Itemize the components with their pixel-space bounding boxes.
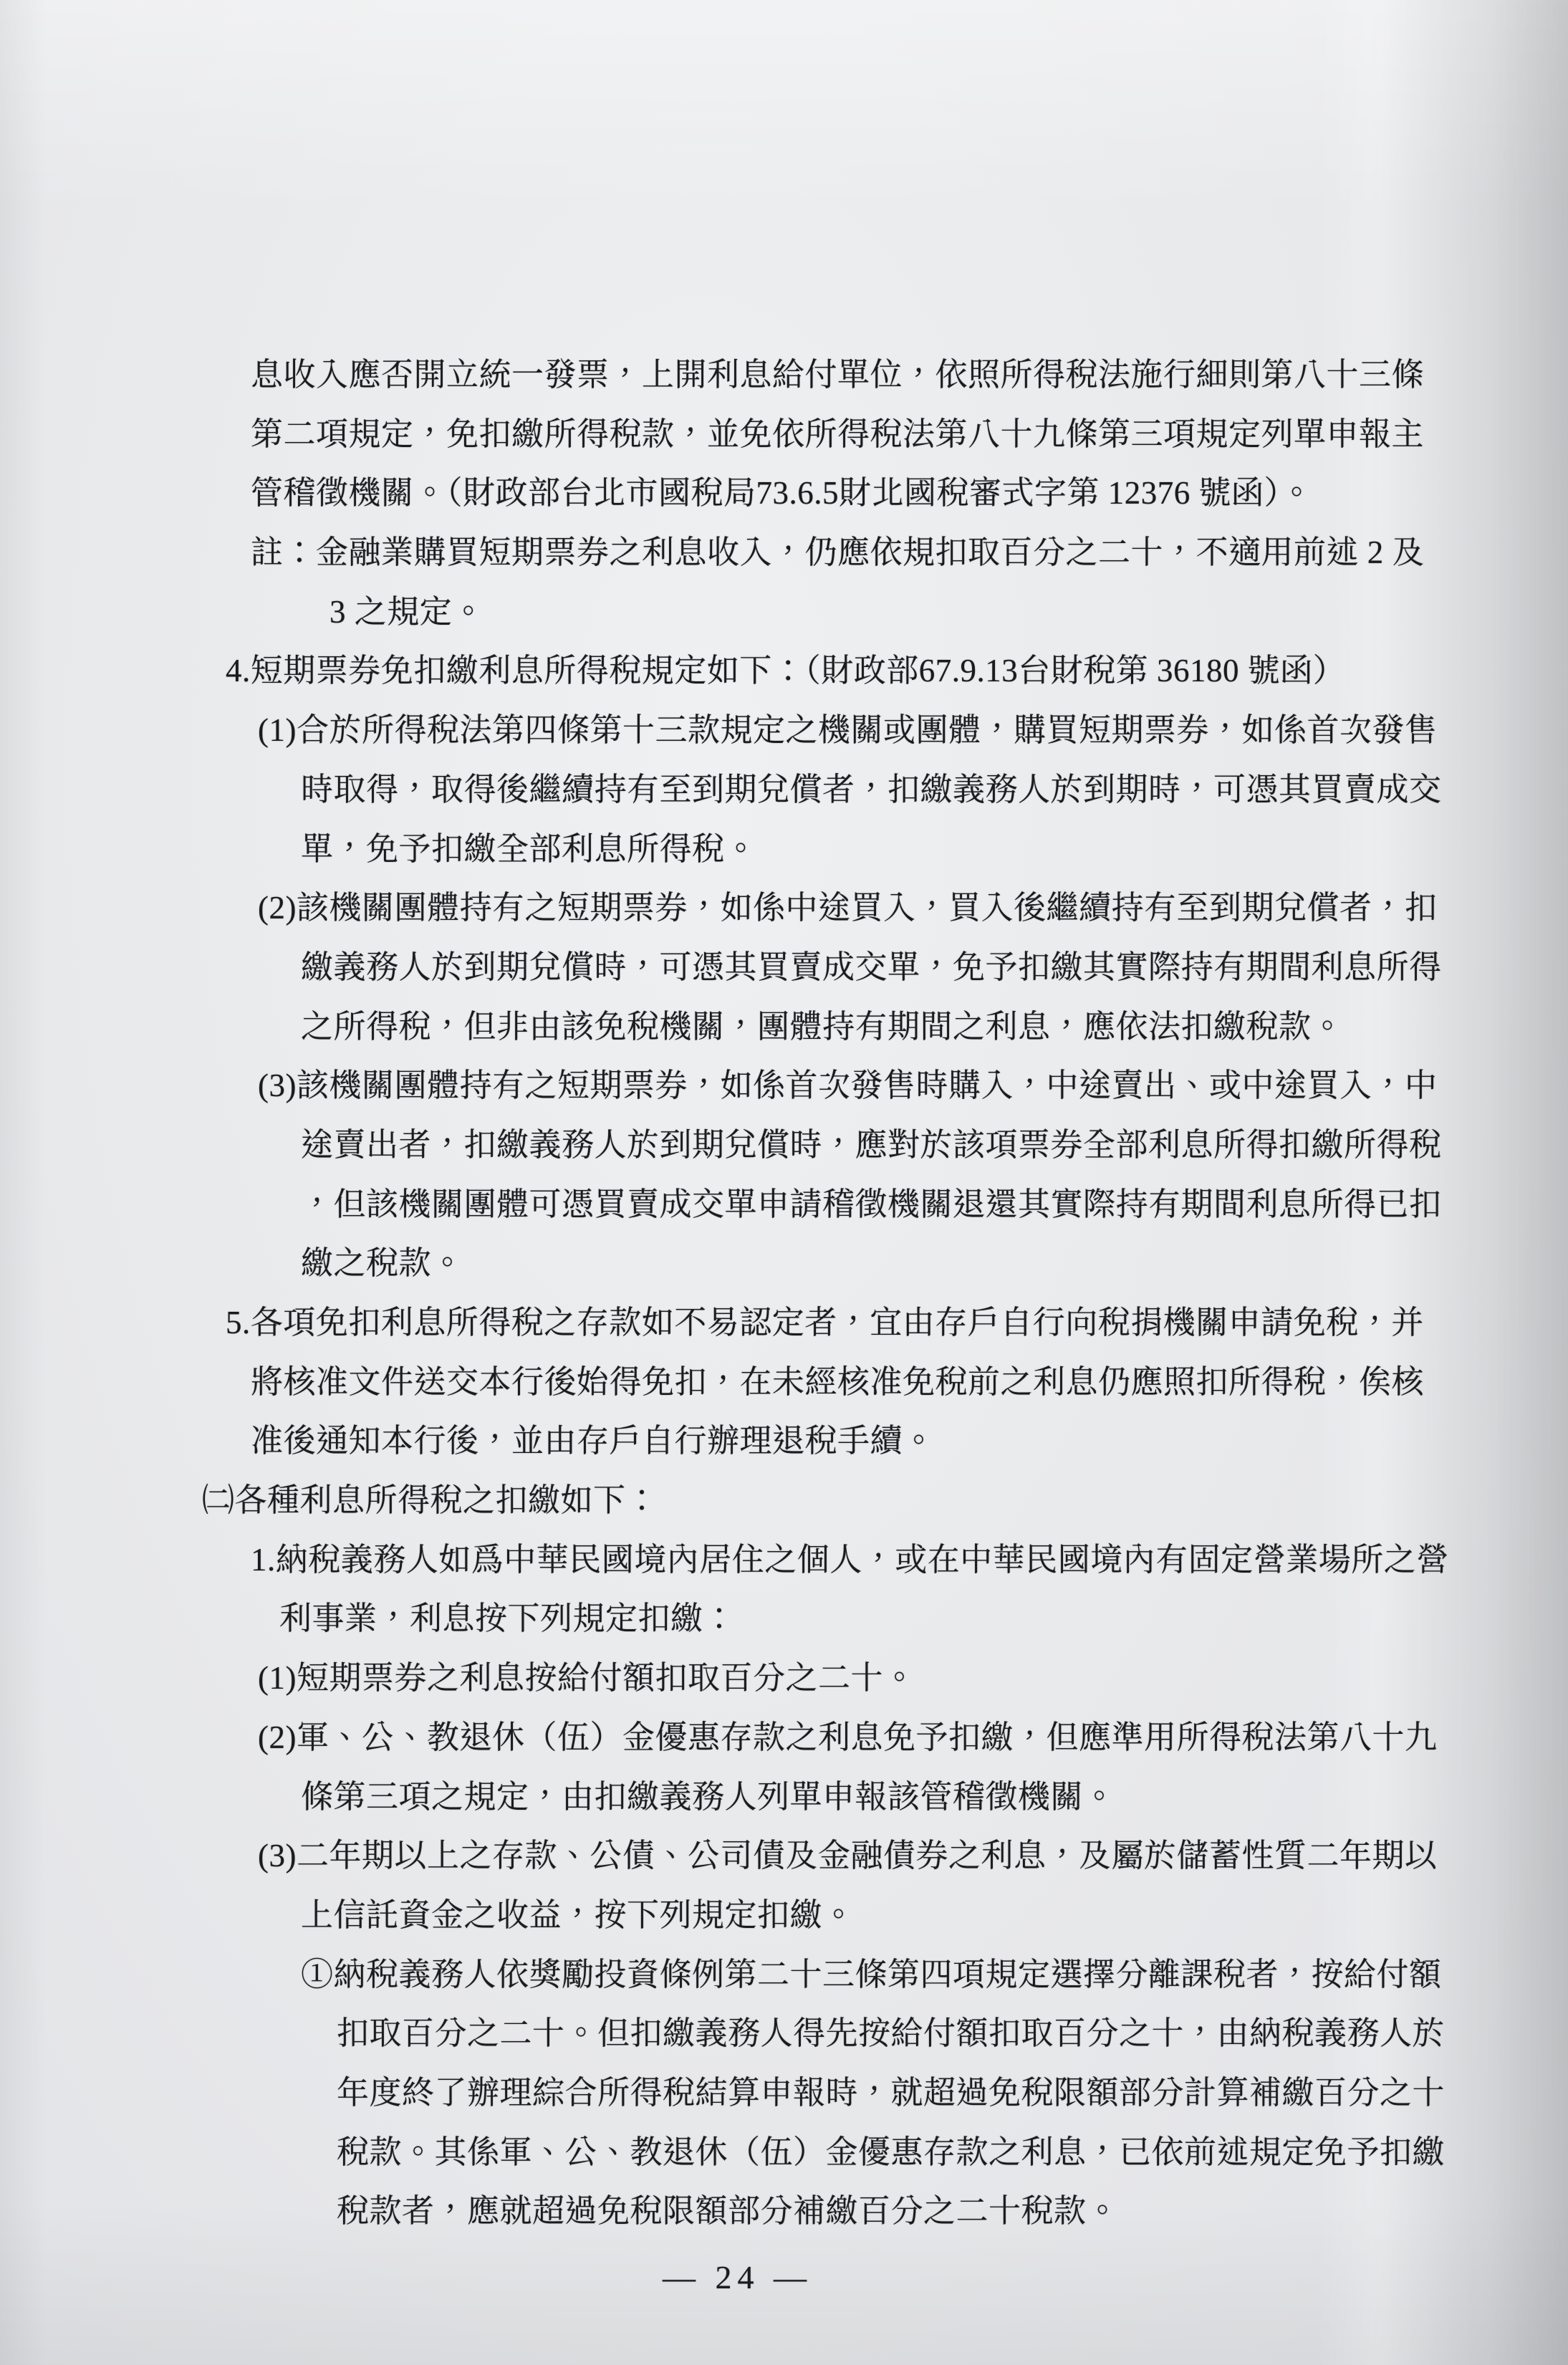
text-line: 5.各項免扣利息所得稅之存款如不易認定者，宜由存戶自行向稅捐機關申請免稅，并 <box>226 1305 1424 1340</box>
text-line: 4.短期票券免扣繳利息所得稅規定如下：（財政部67.9.13台財稅第 36180 號函） <box>226 653 1346 689</box>
text-line: 條第三項之規定，由扣繳義務人列單申報該管稽徵機關。 <box>301 1778 1116 1815</box>
text-line: (1)短期票券之利息按給付額扣取百分之二十。 <box>258 1660 916 1697</box>
text-line: 第二項規定，免扣繳所得稅款，並免依所得稅法第八十九條第三項規定列單申報主 <box>251 416 1425 452</box>
text-line: 繳之稅款。 <box>301 1245 464 1282</box>
text-line: 之所得稅，但非由該免稅機關，團體持有期間之利息，應依法扣繳稅款。 <box>301 1008 1345 1045</box>
document-body <box>0 345 1568 2241</box>
text-line: 管稽徵機關。（財政部台北市國稅局73.6.5財北國稅審式字第 12376 號函）。 <box>251 475 1314 512</box>
text-line: ①納稅義務人依獎勵投資條例第二十三條第四項規定選擇分離課稅者，按給付額 <box>301 1956 1442 1992</box>
text-line: 註：金融業購買短期票券之利息收入，仍應依規扣取百分之二十，不適用前述 2 及 <box>251 534 1425 571</box>
text-line: 單，免予扣繳全部利息所得稅。 <box>301 830 758 867</box>
text-line: 3 之規定。 <box>330 593 485 630</box>
text-line: 時取得，取得後繼續持有至到期兌償者，扣繳義務人於到期時，可憑其買賣成交 <box>301 771 1442 807</box>
text-line: 上信託資金之收益，按下列規定扣繳。 <box>301 1896 855 1933</box>
text-line: (1)合於所得稅法第四條第十三款規定之機關或團體，購買短期票券，如係首次發售 <box>258 712 1438 749</box>
text-line: 1.納稅義務人如爲中華民國境內居住之個人，或在中華民國境內有固定營業場所之營 <box>251 1541 1449 1578</box>
text-line: 繳義務人於到期兌償時，可憑其買賣成交單，免予扣繳其實際持有期間利息所得 <box>301 949 1442 985</box>
text-line: 途賣出者，扣繳義務人於到期兌償時，應對於該項票券全部利息所得扣繳所得稅 <box>301 1126 1442 1163</box>
text-line: 將核准文件送交本行後始得免扣，在未經核准免稅前之利息仍應照扣所得稅，俟核 <box>251 1363 1425 1400</box>
text-line: 扣取百分之二十。但扣繳義務人得先按給付額扣取百分之十，由納稅義務人於 <box>337 2015 1446 2052</box>
text-line: 年度終了辦理綜合所得稅結算申報時，就超過免稅限額部分計算補繳百分之十 <box>337 2074 1446 2111</box>
page-number: — 24 — <box>663 2259 812 2296</box>
text-line: 利事業，利息按下列規定扣繳： <box>279 1601 736 1637</box>
text-line: (3)二年期以上之存款、公債、公司債及金融債券之利息，及屬於儲蓄性質二年期以 <box>258 1838 1438 1874</box>
text-line: 稅款。其係軍、公、教退休（伍）金優惠存款之利息，已依前述規定免予扣繳 <box>337 2134 1446 2170</box>
text-line: 稅款者，應就超過免稅限額部分補繳百分之二十稅款。 <box>337 2193 1120 2230</box>
text-line: ，但該機關團體可憑買賣成交單申請稽徵機關退還其實際持有期間利息所得已扣 <box>301 1186 1442 1222</box>
text-line: 准後通知本行後，並由存戶自行辦理退稅手續。 <box>251 1423 935 1459</box>
text-line: ㈡各種利息所得稅之扣繳如下： <box>202 1482 659 1519</box>
text-line: (3)該機關團體持有之短期票券，如係首次發售時購入，中途賣出、或中途買入，中 <box>258 1068 1438 1104</box>
text-line: (2)該機關團體持有之短期票券，如係中途買入，買入後繼續持有至到期兌償者，扣 <box>258 890 1438 926</box>
text-line: (2)軍、公、教退休（伍）金優惠存款之利息免予扣繳，但應準用所得稅法第八十九 <box>258 1719 1438 1755</box>
text-line: 息收入應否開立統一發票，上開利息給付單位，依照所得稅法施行細則第八十三條 <box>251 357 1425 393</box>
